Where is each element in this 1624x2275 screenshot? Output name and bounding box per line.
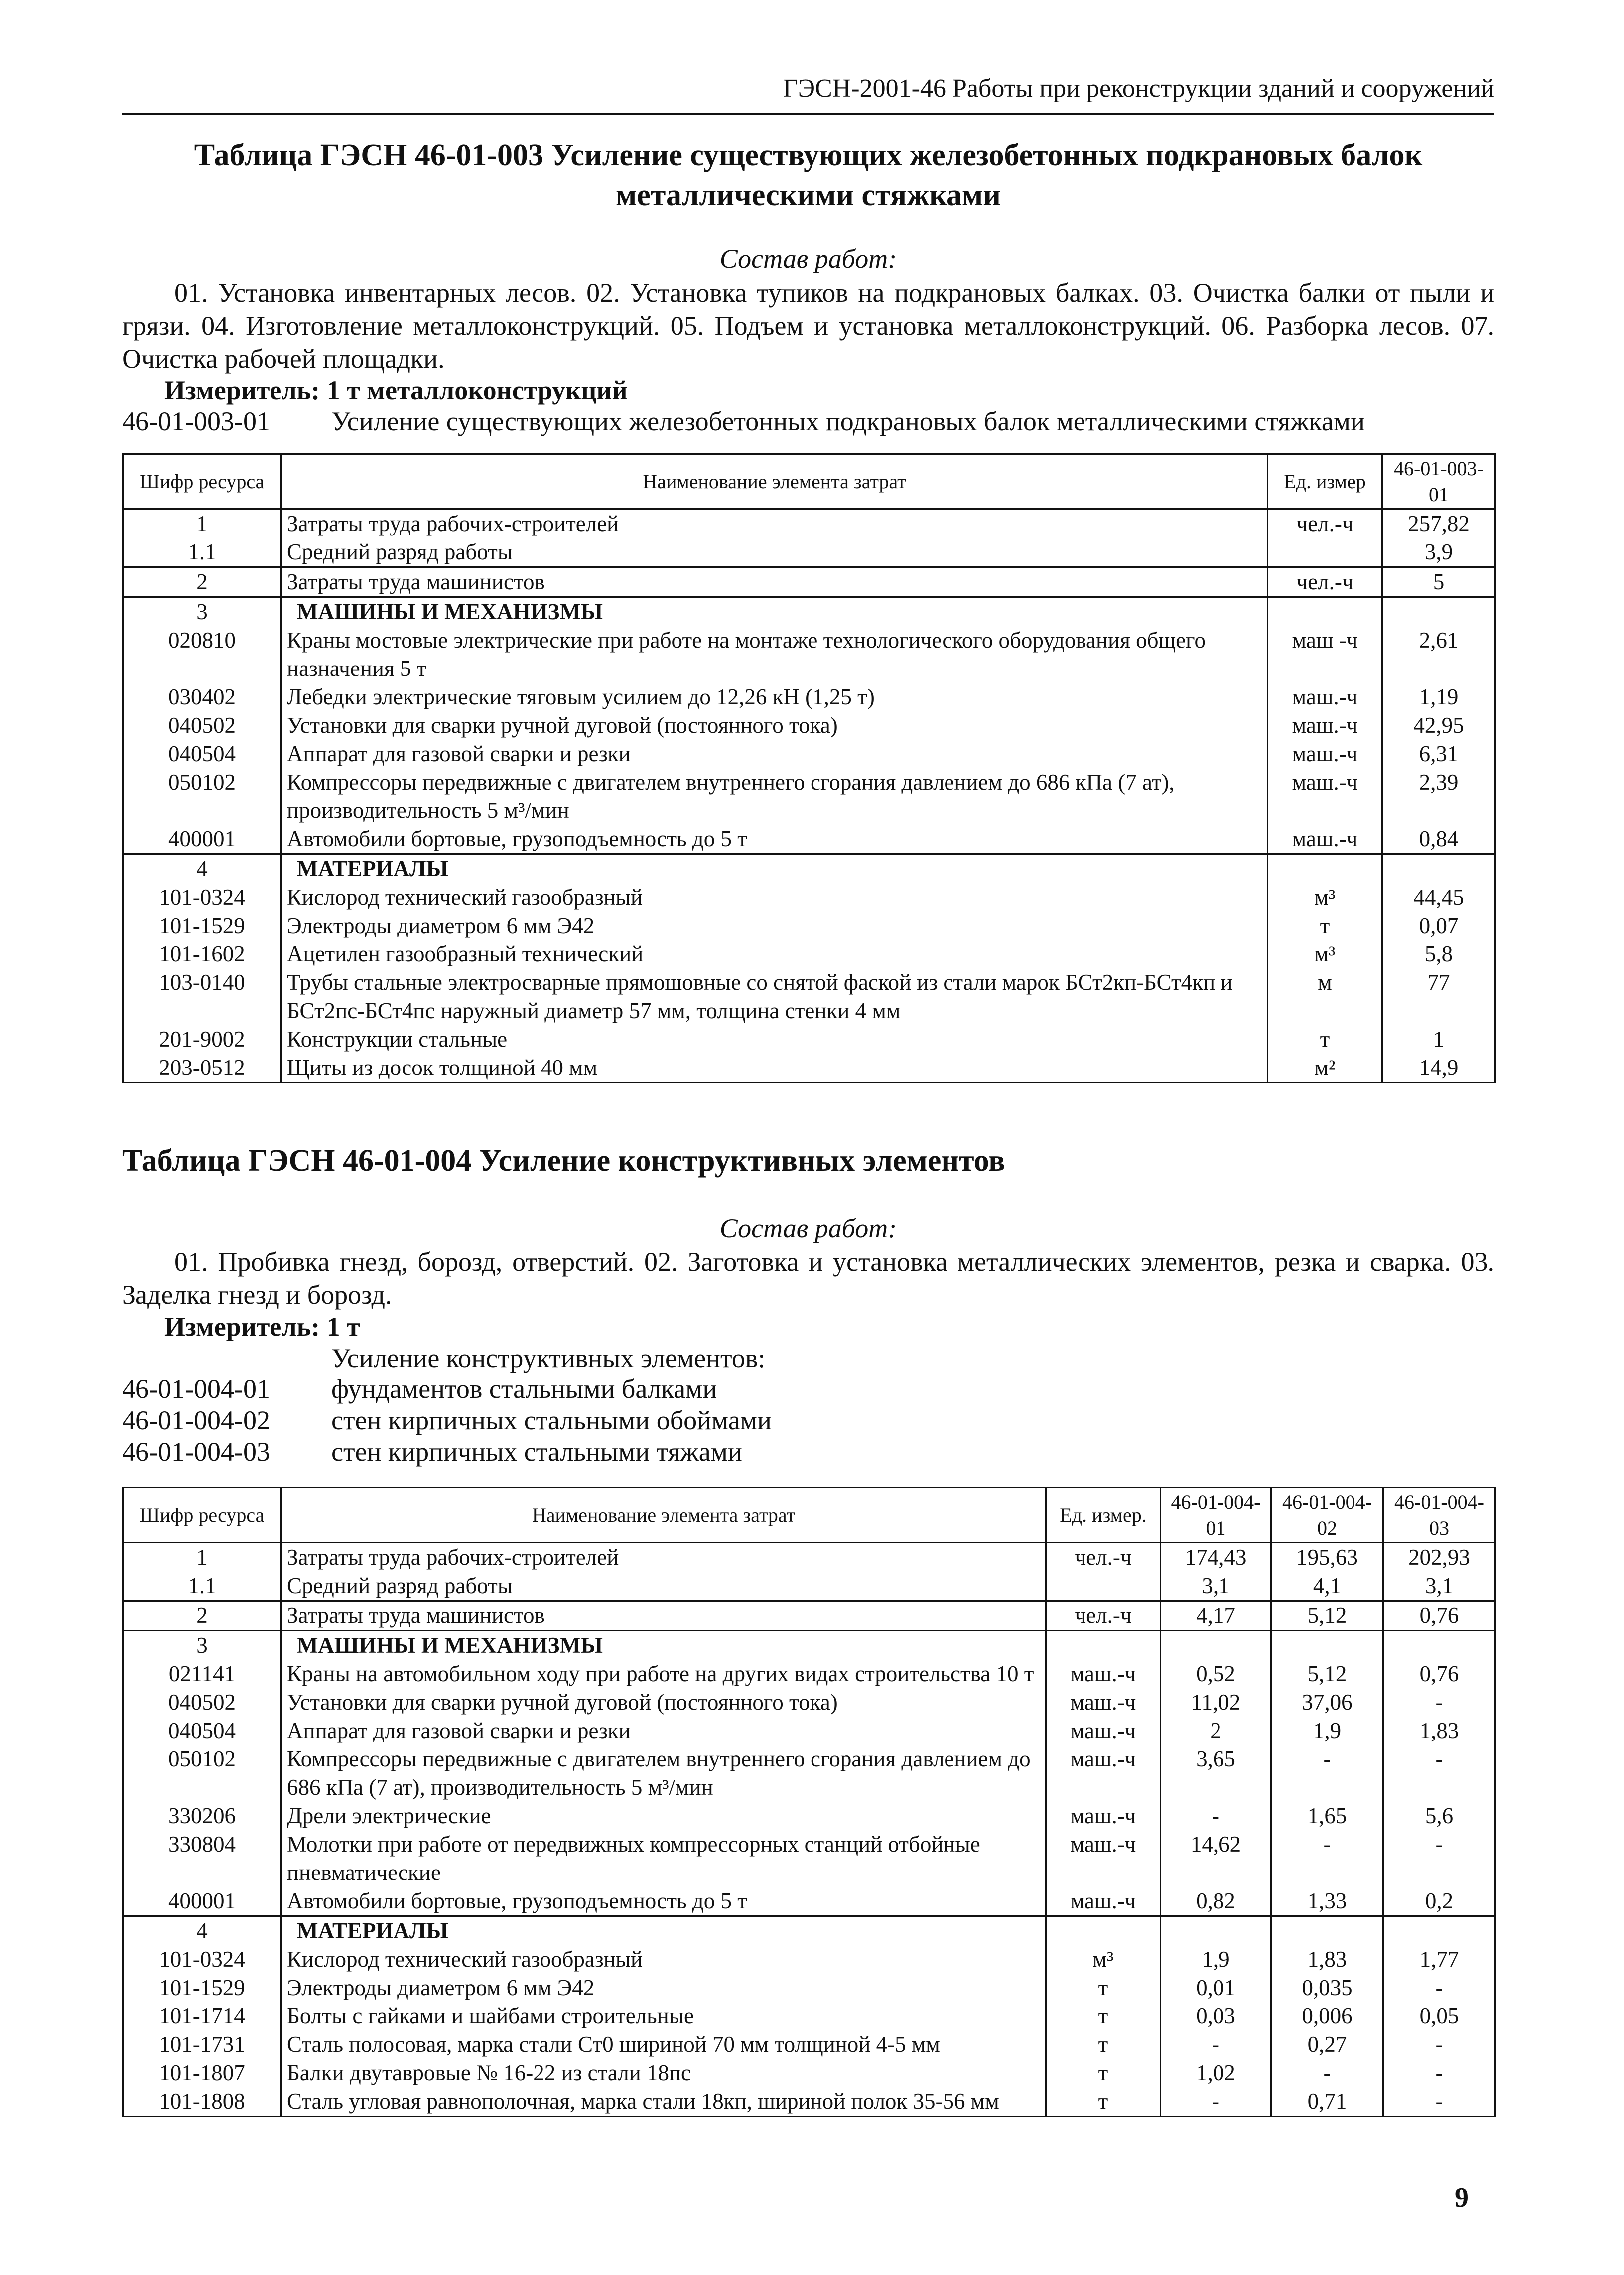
cell-v1 [1382,597,1495,627]
cell-v2: 1,83 [1271,1945,1383,1974]
cell-name: Электроды диаметром 6 мм Э42 [281,912,1268,940]
cell-v1: 11,02 [1161,1688,1271,1717]
cell-code: 101-1714 [123,2002,281,2030]
cell-name: Лебедки электрические тяговым усилием до 12,26 кН (1,25 т) [281,683,1268,711]
cell-v3: 0,76 [1383,1601,1495,1631]
table-row [123,1572,1495,1601]
table-row [123,2087,1495,2117]
cell-unit: маш.-ч [1268,825,1382,854]
cell-code: 040502 [123,1688,281,1717]
cell-code: 1 [123,509,281,538]
cell-code: 1.1 [123,1572,281,1601]
cell-v2: 0,035 [1271,1974,1383,2002]
cell-v3: - [1383,1974,1495,2002]
cell-v1: 14,9 [1382,1054,1495,1083]
table-row [123,711,1495,740]
cell-unit: м³ [1268,883,1382,912]
cell-code: 103-0140 [123,968,281,1025]
cell-v1: 14,62 [1161,1830,1271,1887]
table-row [123,825,1495,854]
cell-name: Молотки при работе от передвижных компрессорных станций отбойные пневматические [281,1830,1046,1887]
cell-name: МАШИНЫ И МЕХАНИЗМЫ [281,597,1268,627]
table2-code: 46-01-004-03 [122,1437,270,1467]
cell-v3: - [1383,2087,1495,2117]
cell-v1: 1,9 [1161,1945,1271,1974]
cell-unit: маш.-ч [1268,683,1382,711]
table1-header-unit: Ед. измер [1268,454,1382,509]
cell-v3 [1383,1631,1495,1660]
table-row [123,1887,1495,1916]
table-row [123,1945,1495,1974]
cell-v1: 3,1 [1161,1572,1271,1601]
table1-body [123,509,1495,1083]
cell-code: 330206 [123,1802,281,1830]
table2-measure: Измеритель: 1 т [164,1312,360,1341]
table-row [123,1054,1495,1083]
cell-v3: 1,83 [1383,1717,1495,1745]
cell-code: 101-0324 [123,883,281,912]
table1-header-col1: 46-01-003-01 [1382,454,1495,509]
cell-code: 330804 [123,1830,281,1887]
cell-unit: маш.-ч [1046,1887,1161,1916]
cell-name: Краны на автомобильном ходу при работе на других видах строительства 10 т [281,1660,1046,1688]
table1-measure: Измеритель: 1 т металлоконструкций [164,375,628,405]
cell-code: 040502 [123,711,281,740]
cell-v1: 3,9 [1382,538,1495,567]
cell-v3: - [1383,1688,1495,1717]
cell-name: Средний разряд работы [281,538,1268,567]
cell-unit: т [1046,2059,1161,2087]
cell-code: 1 [123,1543,281,1572]
cell-v1: 0,52 [1161,1660,1271,1688]
cell-name: Сталь угловая равнополочная, марка стали 18кп, шириной полок 35-56 мм [281,2087,1046,2117]
cell-code: 4 [123,854,281,884]
cell-code: 203-0512 [123,1054,281,1083]
cell-unit [1268,597,1382,627]
cell-unit: маш.-ч [1046,1688,1161,1717]
cell-v2: - [1271,1830,1383,1887]
table-row [123,968,1495,1025]
table1 [122,453,1496,1083]
cell-v1: 6,31 [1382,740,1495,768]
table-row [123,683,1495,711]
table-row [123,1974,1495,2002]
cell-name: Затраты труда рабочих-строителей [281,1543,1046,1572]
cell-name: Установки для сварки ручной дуговой (постоянного тока) [281,711,1268,740]
table-row [123,2030,1495,2059]
cell-code: 2 [123,567,281,597]
table2-header-unit: Ед. измер. [1046,1488,1161,1543]
table-row [123,1802,1495,1830]
cell-v2: 1,65 [1271,1802,1383,1830]
cell-unit: т [1046,2030,1161,2059]
table2-works: 01. Пробивка гнезд, борозд, отверстий. 02. Заготовка и установка металлических элементов, резка и сварка. 03. Заделка гнезд и борозд. [122,1247,1494,1310]
table-row [123,567,1495,597]
cell-name: Установки для сварки ручной дуговой (постоянного тока) [281,1688,1046,1717]
table-row [123,1601,1495,1631]
table-row [123,912,1495,940]
cell-v2: 0,71 [1271,2087,1383,2117]
table-row [123,854,1495,884]
cell-v2: 1,9 [1271,1717,1383,1745]
cell-name: Дрели электрические [281,1802,1046,1830]
cell-unit: м [1268,968,1382,1025]
cell-code: 4 [123,1916,281,1946]
table2-code-line-2 [122,1405,1494,1436]
table-row [123,2002,1495,2030]
cell-v3: - [1383,1745,1495,1802]
cell-v2: 195,63 [1271,1543,1383,1572]
cell-v2: 0,27 [1271,2030,1383,2059]
cell-v1: 1,02 [1161,2059,1271,2087]
cell-code: 2 [123,1601,281,1631]
cell-v1: 0,82 [1161,1887,1271,1916]
cell-v3: 1,77 [1383,1945,1495,1974]
cell-v1 [1382,854,1495,884]
table2-header-col3: 46-01-004-03 [1383,1488,1495,1543]
cell-v1: 77 [1382,968,1495,1025]
cell-v1: 5,8 [1382,940,1495,968]
cell-v1: 0,01 [1161,1974,1271,2002]
cell-code: 400001 [123,1887,281,1916]
cell-code: 101-1731 [123,2030,281,2059]
cell-name: МАШИНЫ И МЕХАНИЗМЫ [281,1631,1046,1660]
cell-v3: - [1383,2059,1495,2087]
cell-v1: 44,45 [1382,883,1495,912]
table2-title: Таблица ГЭСН 46-01-004 Усиление конструктивных элементов [122,1144,1005,1178]
cell-v3 [1383,1916,1495,1946]
cell-unit: м³ [1268,940,1382,968]
table-row [123,538,1495,567]
table2-code-line-3 [122,1436,1494,1467]
table1-title-line1: Таблица ГЭСН 46-01-003 Усиление существующих железобетонных подкрановых балок [194,138,1423,172]
cell-unit [1268,854,1382,884]
cell-name: Кислород технический газообразный [281,1945,1046,1974]
cell-unit [1268,538,1382,567]
cell-unit: чел.-ч [1046,1601,1161,1631]
cell-v3: - [1383,1830,1495,1887]
cell-v1: - [1161,1802,1271,1830]
cell-unit: маш.-ч [1268,740,1382,768]
table1-code: 46-01-003-01 [122,406,270,436]
cell-v3: 0,76 [1383,1660,1495,1688]
table1-sostav-label: Состав работ: [719,244,897,273]
cell-unit: маш.-ч [1046,1830,1161,1887]
table2-body [123,1543,1495,2117]
cell-name: Болты с гайками и шайбами строительные [281,2002,1046,2030]
cell-name: Затраты труда машинистов [281,567,1268,597]
cell-v2: 0,006 [1271,2002,1383,2030]
table1-code-desc: Усиление существующих железобетонных подкрановых балок металлическими стяжками [331,406,1365,436]
table1-header-code: Шифр ресурса [123,454,281,509]
cell-v2: 4,1 [1271,1572,1383,1601]
table-row [123,768,1495,825]
table-row [123,626,1495,683]
cell-v1: 1,19 [1382,683,1495,711]
cell-unit [1046,1631,1161,1660]
cell-v2: 37,06 [1271,1688,1383,1717]
cell-v2: - [1271,1745,1383,1802]
cell-name: Балки двутавровые № 16-22 из стали 18пс [281,2059,1046,2087]
cell-name: Автомобили бортовые, грузоподъемность до 5 т [281,825,1268,854]
table2-subtitle: Усиление конструктивных элементов: [331,1343,766,1373]
cell-code: 040504 [123,1717,281,1745]
cell-code: 101-1529 [123,912,281,940]
cell-unit: чел.-ч [1268,509,1382,538]
cell-code: 101-1807 [123,2059,281,2087]
table1-header-name: Наименование элемента затрат [281,454,1268,509]
table1-title [122,135,1494,215]
cell-code: 040504 [123,740,281,768]
table-row [123,1916,1495,1946]
cell-name: Средний разряд работы [281,1572,1046,1601]
table2-code-desc: стен кирпичных стальными тяжами [331,1437,742,1467]
cell-code: 050102 [123,768,281,825]
cell-v1: - [1161,2030,1271,2059]
cell-name: Краны мостовые электрические при работе на монтаже технологического оборудования общего назначения 5 т [281,626,1268,683]
cell-v2: 1,33 [1271,1887,1383,1916]
cell-unit: маш.-ч [1268,768,1382,825]
cell-v3: - [1383,2030,1495,2059]
cell-v1: 257,82 [1382,509,1495,538]
table2-code-desc: фундаментов стальными балками [331,1374,717,1404]
table1-works: 01. Установка инвентарных лесов. 02. Установка тупиков на подкрановых балках. 03. Очистка балки от пыли и грязи. 04. Изготовление металлоконструкций. 05. Подъем и установка металлоконструкций. 06. Разборка лесов. 07. Очистка рабочей площадки. [122,278,1494,374]
cell-unit: т [1046,2087,1161,2117]
table-row [123,1660,1495,1688]
cell-unit: маш.-ч [1046,1802,1161,1830]
table-row [123,740,1495,768]
running-header: ГЭСН-2001-46 Работы при реконструкции зданий и сооружений [783,74,1494,103]
cell-unit: чел.-ч [1046,1543,1161,1572]
cell-name: Конструкции стальные [281,1025,1268,1054]
cell-unit: маш.-ч [1046,1717,1161,1745]
cell-v1: 0,07 [1382,912,1495,940]
cell-name: Компрессоры передвижные с двигателем внутреннего сгорания давлением до 686 кПа (7 ат), производительность 5 м³/мин [281,1745,1046,1802]
table-row [123,1717,1495,1745]
cell-v3: 3,1 [1383,1572,1495,1601]
table-row [123,1830,1495,1887]
cell-v2: 5,12 [1271,1660,1383,1688]
cell-code: 020810 [123,626,281,683]
cell-v2 [1271,1916,1383,1946]
table1-code-line [122,406,1494,437]
cell-code: 101-1602 [123,940,281,968]
cell-v1 [1161,1916,1271,1946]
cell-v1: - [1161,2087,1271,2117]
table-row [123,1688,1495,1717]
cell-unit: маш.-ч [1046,1660,1161,1688]
cell-code: 1.1 [123,538,281,567]
cell-v1: 2 [1161,1717,1271,1745]
cell-v2 [1271,1631,1383,1660]
table2 [122,1487,1496,2117]
cell-code: 101-1808 [123,2087,281,2117]
cell-unit: маш.-ч [1046,1745,1161,1802]
cell-name: Автомобили бортовые, грузоподъемность до 5 т [281,1887,1046,1916]
cell-name: МАТЕРИАЛЫ [281,854,1268,884]
cell-unit: т [1046,1974,1161,2002]
cell-unit: т [1046,2002,1161,2030]
cell-code: 3 [123,1631,281,1660]
cell-name: Затраты труда машинистов [281,1601,1046,1631]
table-row [123,597,1495,627]
cell-unit: маш -ч [1268,626,1382,683]
table-row [123,940,1495,968]
cell-v1: 42,95 [1382,711,1495,740]
table-row [123,1025,1495,1054]
page-number: 9 [1455,2182,1469,2213]
table2-header-col2: 46-01-004-02 [1271,1488,1383,1543]
cell-v1: 0,03 [1161,2002,1271,2030]
cell-code: 101-1529 [123,1974,281,2002]
cell-name: Аппарат для газовой сварки и резки [281,1717,1046,1745]
table2-code: 46-01-004-01 [122,1374,270,1404]
table2-code: 46-01-004-02 [122,1405,270,1435]
table-row [123,883,1495,912]
table2-code-desc: стен кирпичных стальными обоймами [331,1405,772,1435]
cell-v3: 5,6 [1383,1802,1495,1830]
cell-unit: маш.-ч [1268,711,1382,740]
table2-header-code: Шифр ресурса [123,1488,281,1543]
cell-v3: 0,2 [1383,1887,1495,1916]
cell-unit [1046,1572,1161,1601]
table-row [123,509,1495,538]
cell-code: 3 [123,597,281,627]
cell-v1: 0,84 [1382,825,1495,854]
cell-name: Кислород технический газообразный [281,883,1268,912]
cell-name: МАТЕРИАЛЫ [281,1916,1046,1946]
table-row [123,1543,1495,1572]
table2-code-line-1 [122,1373,1494,1404]
cell-v1: 1 [1382,1025,1495,1054]
cell-unit: т [1268,1025,1382,1054]
cell-name: Сталь полосовая, марка стали Ст0 шириной 70 мм толщиной 4-5 мм [281,2030,1046,2059]
cell-unit: м³ [1046,1945,1161,1974]
cell-code: 201-9002 [123,1025,281,1054]
cell-unit: чел.-ч [1268,567,1382,597]
cell-unit: м² [1268,1054,1382,1083]
cell-name: Ацетилен газообразный технический [281,940,1268,968]
cell-name: Затраты труда рабочих-строителей [281,509,1268,538]
header-rule [122,113,1494,115]
table-row [123,2059,1495,2087]
cell-name: Трубы стальные электросварные прямошовные со снятой фаской из стали марок БСт2кп-БСт4кп и БСт2пс-БСт4пс наружный диаметр 57 мм, толщина стенки 4 мм [281,968,1268,1025]
cell-v1: 5 [1382,567,1495,597]
table-row [123,1745,1495,1802]
cell-name: Компрессоры передвижные с двигателем внутреннего сгорания давлением до 686 кПа (7 ат), производительность 5 м³/мин [281,768,1268,825]
cell-name: Электроды диаметром 6 мм Э42 [281,1974,1046,2002]
table2-header-name: Наименование элемента затрат [281,1488,1046,1543]
cell-v3: 0,05 [1383,2002,1495,2030]
table-row [123,1631,1495,1660]
cell-code: 400001 [123,825,281,854]
table2-header-col1: 46-01-004-01 [1161,1488,1271,1543]
cell-v2: - [1271,2059,1383,2087]
cell-v1: 4,17 [1161,1601,1271,1631]
cell-code: 101-0324 [123,1945,281,1974]
cell-v2: 5,12 [1271,1601,1383,1631]
cell-code: 021141 [123,1660,281,1688]
cell-code: 030402 [123,683,281,711]
cell-v1 [1161,1631,1271,1660]
table1-title-line2: металлическими стяжками [616,178,1001,212]
cell-v1: 2,61 [1382,626,1495,683]
cell-unit [1046,1916,1161,1946]
cell-name: Щиты из досок толщиной 40 мм [281,1054,1268,1083]
cell-v1: 2,39 [1382,768,1495,825]
cell-v1: 3,65 [1161,1745,1271,1802]
cell-code: 050102 [123,1745,281,1802]
cell-unit: т [1268,912,1382,940]
table2-sostav-label: Состав работ: [719,1213,897,1243]
cell-v3: 202,93 [1383,1543,1495,1572]
cell-name: Аппарат для газовой сварки и резки [281,740,1268,768]
cell-v1: 174,43 [1161,1543,1271,1572]
